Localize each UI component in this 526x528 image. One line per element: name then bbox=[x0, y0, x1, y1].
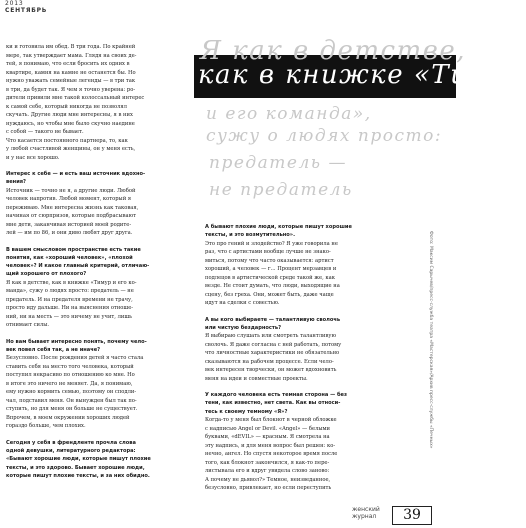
text-line: тексты, и это здорово. Бывает хорошие люди, bbox=[6, 464, 145, 471]
pull-quote-line: не предатель bbox=[209, 180, 353, 200]
interview-answer bbox=[6, 43, 192, 137]
text-line: А вы кого выбираете — талантливую сволочь bbox=[205, 316, 341, 323]
text-line: миться, потому что часто оказывается: артист bbox=[205, 257, 334, 264]
text-line: А бывают плохие люди, которые пишут хорошие bbox=[205, 224, 352, 230]
text-line: отнимает силы. bbox=[6, 322, 50, 329]
paragraph-gap bbox=[6, 238, 192, 246]
article-column-left bbox=[6, 43, 192, 480]
text-line: везде. Не стоит думать, что люди, выходящие на bbox=[205, 283, 340, 290]
text-line: предатель. И на предателя времени не трачу, bbox=[6, 296, 133, 303]
text-line: щий хорошего от плохого? bbox=[6, 271, 87, 278]
text-line: нуждаюсь, но чтобы мне было скучно наедине bbox=[6, 120, 135, 127]
text-line: дители привили мне такой колоссальный интерес bbox=[6, 95, 145, 101]
text-line: нечно, ангел. Но спустя некоторое время после bbox=[205, 451, 338, 458]
magazine-name-line: журнал bbox=[352, 513, 377, 520]
issue-year: 2013 bbox=[5, 0, 24, 7]
text-line: вения? bbox=[6, 179, 26, 186]
text-line: Когда-то у меня был блокнот в черной обложке bbox=[205, 417, 337, 424]
text-line: Но вам бывает интересно понять, почему чело- bbox=[6, 338, 147, 345]
text-line: с надписью Angel or Devil. «Angel» — белыми bbox=[205, 425, 331, 432]
text-line: раз, что с артистами вообще лучше не знако- bbox=[205, 249, 331, 256]
interview-answer bbox=[205, 240, 417, 308]
text-line: Безусловно. После рождения детей я часто стала bbox=[6, 355, 144, 362]
text-line: просто иду дальше. Ни на выяснения отноше- bbox=[6, 305, 134, 312]
paragraph-gap bbox=[6, 162, 192, 170]
text-line: В вашем смысловом пространстве есть такие bbox=[6, 246, 141, 253]
text-line: переживаю. Мне интересна жизнь как таковая, bbox=[6, 204, 139, 211]
text-line: листывала его и вдруг увидела слово заново: bbox=[205, 468, 330, 475]
photo-credit bbox=[426, 231, 433, 499]
text-line: того, как блокнот закончился, я как-то пере- bbox=[205, 459, 330, 466]
interview-question bbox=[6, 170, 192, 187]
pull-quote-line-highlighted: как в книжке «Тимур bbox=[198, 60, 526, 90]
text-line: мере, так утверждает мама. Глядя на своих де- bbox=[6, 52, 137, 59]
pull-quote-line: сужу о людях просто: bbox=[206, 126, 443, 146]
text-line: Источник — точно не я, а другие люди. Любой bbox=[6, 187, 136, 194]
text-line: чал, подставил меня. Он вынужден был так по- bbox=[6, 397, 137, 404]
paragraph-gap bbox=[6, 330, 192, 338]
pull-quote-line: и его команда», bbox=[206, 104, 372, 124]
text-line: человек»? И какое главный критерий, отличаю- bbox=[6, 263, 150, 270]
magazine-name bbox=[352, 506, 380, 520]
text-line: буквами, «dEVIL» — красным. Я смотрела на bbox=[205, 434, 330, 441]
interview-question bbox=[205, 391, 417, 416]
text-line: ний, ни на месть — это ничему не учит, лишь bbox=[6, 313, 133, 320]
interview-question bbox=[205, 223, 417, 240]
text-line: Это про гений и злодейство? Я уже говорила не bbox=[205, 240, 338, 247]
text-line: Что касается постоянного партнера, то, как bbox=[6, 137, 128, 144]
text-line: в три, да будет так. Я чем я точно уверена: ро- bbox=[6, 86, 136, 93]
text-line: эту надпись, и для меня вопрос был решен: ко- bbox=[205, 442, 336, 449]
text-line: А почему не дьявол?» Темное, неизведанное, bbox=[205, 476, 331, 483]
text-line: тени, как известно, нет света. Как вы относи- bbox=[205, 400, 341, 407]
paragraph-gap bbox=[6, 431, 192, 439]
text-line: Впрочем, в моем окружении хороших людей bbox=[6, 414, 130, 421]
text-line: в итоге это ничего не меняет. Да, я понимаю, bbox=[6, 380, 133, 387]
interview-answer bbox=[6, 279, 192, 330]
text-line: гораздо больше, чем плохих. bbox=[6, 423, 86, 430]
issue-date bbox=[5, 0, 47, 14]
text-line: подлецов в артистической среде такой же, как bbox=[205, 274, 335, 281]
text-line: Сегодня у себя в френдленте прочла слова bbox=[6, 439, 136, 446]
interview-question bbox=[6, 246, 192, 279]
pull-quote bbox=[194, 22, 526, 222]
text-line: У каждого человека есть темная сторона — без bbox=[205, 392, 347, 399]
text-line: поступил некрасиво по отношению ко мне. Но bbox=[6, 372, 135, 379]
text-line: Я как в детстве, как в книжке «Тимур и его ко- bbox=[6, 279, 137, 286]
text-line: и у нас все хорошо. bbox=[6, 154, 60, 161]
text-line: нужно уважать семейные легенды — в три так bbox=[6, 78, 136, 84]
text-line: Интерес к себе — и есть ваш источник вдохно- bbox=[6, 171, 146, 177]
text-line: с собой — такого не бывает. bbox=[6, 129, 84, 135]
text-line: к самой себе, который никогда не позволял bbox=[6, 103, 127, 110]
text-line: понятия, как «хороший человек», «плохой bbox=[6, 254, 133, 261]
text-line: сказываются на рабочем процессе. Если чело- bbox=[205, 358, 334, 365]
text-line: тесь к своему темному «Я»? bbox=[205, 408, 288, 415]
interview-answer bbox=[6, 137, 192, 163]
text-line: хороший, а человек — г... Процент мерзавцев и bbox=[205, 266, 337, 273]
text-line: ставить себя на место того человека, который bbox=[6, 363, 134, 370]
interview-question bbox=[205, 316, 417, 333]
text-line: тексты, и это возмутительно». bbox=[205, 232, 296, 239]
text-line: человек напротив. Любой момент, который я bbox=[6, 196, 132, 203]
text-line: начиная от сюрпризов, которые подбрасывают bbox=[6, 213, 136, 220]
text-line: меня на идеи и совместные проекты. bbox=[205, 375, 308, 382]
interview-answer bbox=[6, 187, 192, 238]
text-line: век интересен творчески, он может вдохновить bbox=[205, 367, 337, 374]
text-line: одной девушки, литературного редактора: bbox=[6, 448, 136, 455]
text-line: квартире, камня на камне не останется бы. Но bbox=[6, 69, 136, 76]
text-line: что личностные характеристики не обязательно bbox=[205, 350, 340, 357]
pull-quote-line: Я как в детстве, bbox=[200, 36, 466, 66]
paragraph-gap bbox=[205, 308, 417, 316]
magazine-name-line: женский bbox=[352, 506, 380, 513]
text-line: лей — им по 86, и они диво любят друг друга. bbox=[6, 230, 133, 237]
interview-answer bbox=[6, 354, 192, 431]
text-line: скучать. Другие люди мне интересны, я в них bbox=[6, 112, 133, 118]
text-line: тей, я понимаю, что если бросить их одних в bbox=[6, 61, 130, 67]
text-line: идут на сделки с совестью. bbox=[205, 300, 280, 307]
pull-quote-line: предатель — bbox=[209, 153, 347, 173]
interview-answer bbox=[205, 332, 417, 383]
photo-credit-text: Фото: Максим Сарычев/пресс-служба театра «Мастерская»/Архив пресс-службы «Печных» bbox=[428, 231, 433, 449]
text-line: безусловно, привлекает, но если переступить bbox=[205, 485, 332, 492]
text-line: которые пишут плохие тексты, и за них обидно. bbox=[6, 473, 150, 480]
interview-answer bbox=[205, 416, 417, 493]
text-line: ступить, но для меня он больше не существует. bbox=[6, 406, 138, 413]
text-line: Я выбираю слушать или смотреть талантливую bbox=[205, 333, 337, 340]
page-number: 39 bbox=[392, 506, 432, 525]
text-line: ему нужно кормить семью, поэтому он сподли- bbox=[6, 389, 137, 396]
issue-month: СЕНТЯБРЬ bbox=[5, 7, 48, 14]
article-column-right bbox=[205, 223, 417, 493]
interview-question bbox=[6, 439, 192, 480]
text-line: манда», сужу о людях просто: предатель — не bbox=[6, 288, 134, 295]
text-line: век повел себя так, а не иначе? bbox=[6, 347, 101, 354]
text-line: у любой счастливой женщины, он у меня есть, bbox=[6, 146, 136, 152]
text-line: ки и готовила им обед. В три года. По крайней bbox=[6, 44, 136, 50]
text-line: мне дети, заканчивая историей моей родите- bbox=[6, 221, 132, 228]
text-line: сцену, без греха. Они, может быть, даже чаще bbox=[205, 291, 334, 298]
text-line: «Бывают хорошие люди, которые пишут плохие bbox=[6, 456, 151, 463]
text-line: сволочь. Я даже согласна с ней работать, потому bbox=[205, 341, 342, 348]
paragraph-gap bbox=[205, 383, 417, 391]
interview-question bbox=[6, 338, 192, 355]
text-line: или чистую бездарность? bbox=[205, 324, 282, 331]
